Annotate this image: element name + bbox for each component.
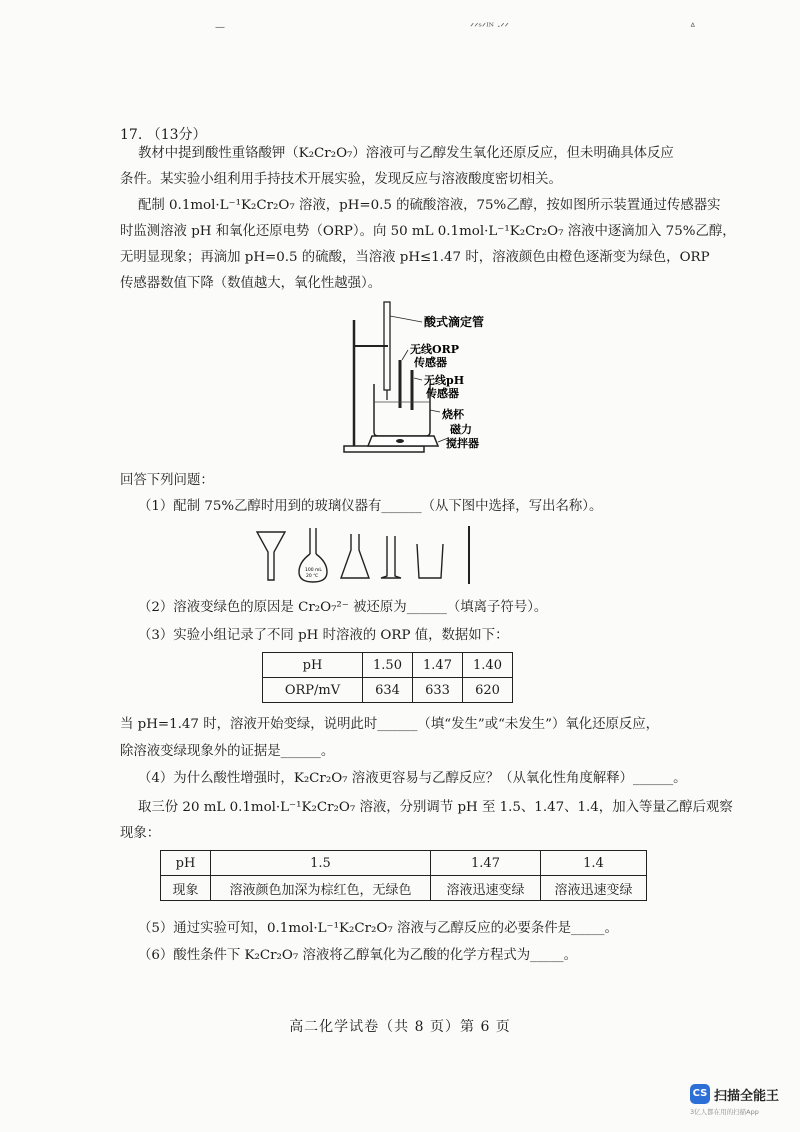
conical-flask-icon xyxy=(341,534,369,578)
apparatus-label-orp-2: 传感器 xyxy=(414,356,447,369)
setup-line-1: 配制 0.1mol·L⁻¹K₂Cr₂O₇ 溶液，pH=0.5 的硫酸溶液，75%乙醇，按如图所示装置通过传感器实 xyxy=(138,198,721,213)
apparatus-label-burette: 酸式滴定管 xyxy=(424,315,485,329)
setup-line-2: 时监测溶液 pH 和氧化还原电势（ORP）。向 50 mL 0.1mol·L⁻¹K₂Cr₂O₇ 溶液中逐滴加入 75%乙醇， xyxy=(120,224,736,239)
table-header-observation: 现象 xyxy=(161,876,211,901)
stirrer-knob xyxy=(396,439,404,443)
orp-data-table xyxy=(262,652,513,703)
q4-text: （4）为什么酸性增强时，K₂Cr₂O₇ 溶液更容易与乙醇反应？（从氧化性角度解释）______。 xyxy=(138,771,687,786)
q5-text: （5）通过实验可知，0.1mol·L⁻¹K₂Cr₂O₇ 溶液与乙醇反应的必要条件是_____。 xyxy=(138,921,618,936)
apparatus-label-stirrer-2: 搅拌器 xyxy=(446,437,479,450)
table-row xyxy=(263,678,513,703)
answer-prompt: 回答下列问题： xyxy=(120,473,214,488)
apparatus-label-orp-1: 无线ORP xyxy=(410,343,459,356)
graduated-cylinder-icon xyxy=(381,536,401,578)
table-cell: 溶液颜色加深为棕红色，无绿色 xyxy=(211,876,431,901)
beaker-pointer xyxy=(430,410,440,412)
q4-exp-line-1: 取三份 20 mL 0.1mol·L⁻¹K₂Cr₂O₇ 溶液，分别调节 pH 至 1.5、1.47、1.4，加入等量乙醇后观察 xyxy=(138,800,733,815)
table-cell: 1.50 xyxy=(363,653,413,678)
setup-line-4: 传感器数值下降（数值越大，氧化性越强）。 xyxy=(120,276,382,291)
apparatus-label-ph-2: 传感器 xyxy=(426,387,459,400)
scanner-tagline: 3亿人都在用的扫描App xyxy=(690,1108,759,1116)
table-cell: 1.47 xyxy=(413,653,463,678)
orp-pointer xyxy=(402,350,408,360)
intro-line-1: 教材中提到酸性重铬酸钾（K₂Cr₂O₇）溶液可与乙醇发生氧化还原反应，但未明确具体反应 xyxy=(138,146,674,161)
table-row xyxy=(161,851,647,876)
table-cell: 1.4 xyxy=(541,851,647,876)
table-header-ph: pH xyxy=(161,851,211,876)
header-mark-right: ᐞ xyxy=(690,22,696,33)
header-mark-center: ᐟᐟˢᐟᴵᴺ ·ᐟᐟ xyxy=(470,22,509,33)
apparatus-label-beaker: 烧杯 xyxy=(442,408,464,421)
apparatus-label-ph-1: 无线pH xyxy=(424,374,465,387)
header-mark-left: — xyxy=(215,22,225,33)
table-cell: 634 xyxy=(363,678,413,703)
q3-text: （3）实验小组记录了不同 pH 时溶液的 ORP 值，数据如下： xyxy=(138,628,509,643)
question-number: 17. xyxy=(120,127,143,143)
funnel-icon xyxy=(257,532,285,580)
flask-label-volume: 100 mL xyxy=(305,568,322,573)
q1-text: （1）配制 75%乙醇时用到的玻璃仪器有______（从下图中选择，写出名称）。 xyxy=(138,499,603,514)
observation-table xyxy=(160,850,647,901)
intro-line-2: 条件。某实验小组利用手持技术开展实验，发现反应与溶液酸度密切相关。 xyxy=(120,172,562,187)
camscanner-logo-icon: CS xyxy=(690,1084,710,1104)
flask-label-temp: 20 ℃ xyxy=(306,574,319,579)
table-header-ph: pH xyxy=(263,653,363,678)
q6-text: （6）酸性条件下 K₂Cr₂O₇ 溶液将乙醇氧化为乙酸的化学方程式为_____。 xyxy=(138,948,578,963)
table-cell: 溶液迅速变绿 xyxy=(431,876,541,901)
ph-pointer xyxy=(414,378,422,380)
scanner-watermark xyxy=(690,1082,790,1122)
apparatus-label-stirrer-1: 磁力 xyxy=(450,423,472,436)
table-cell: 1.5 xyxy=(211,851,431,876)
scan-header-marks xyxy=(0,22,800,38)
q3-after-line-1: 当 pH=1.47 时，溶液开始变绿，说明此时______（填“发生”或“未发生”）氧化还原反应， xyxy=(120,717,660,732)
table-header-orp: ORP/mV xyxy=(263,678,363,703)
table-cell: 1.40 xyxy=(463,653,513,678)
beaker-option-icon xyxy=(417,544,443,578)
q2-text: （2）溶液变绿色的原因是 Cr₂O₇²⁻ 被还原为______（填离子符号）。 xyxy=(138,600,548,615)
q3-after-line-2: 除溶液变绿现象外的证据是______。 xyxy=(120,744,335,759)
table-cell: 620 xyxy=(463,678,513,703)
table-cell: 633 xyxy=(413,678,463,703)
table-cell: 溶液迅速变绿 xyxy=(541,876,647,901)
glassware-options xyxy=(255,522,485,588)
scanner-name: 扫描全能王 xyxy=(714,1089,780,1104)
volumetric-flask-icon xyxy=(299,528,327,582)
page-footer: 高二化学试卷（共 8 页）第 6 页 xyxy=(289,1019,511,1035)
apparatus-diagram xyxy=(330,298,520,458)
table-row xyxy=(263,653,513,678)
table-row xyxy=(161,876,647,901)
beaker-icon xyxy=(374,384,430,436)
burette-pointer xyxy=(390,316,422,322)
question-score: （13分） xyxy=(146,127,207,143)
q4-exp-line-2: 现象： xyxy=(120,826,161,841)
stand-base xyxy=(344,446,424,452)
table-cell: 1.47 xyxy=(431,851,541,876)
setup-line-3: 无明显现象；再滴加 pH=0.5 的硫酸，当溶液 pH≤1.47 时，溶液颜色由橙色逐渐变为绿色，ORP xyxy=(120,250,710,265)
